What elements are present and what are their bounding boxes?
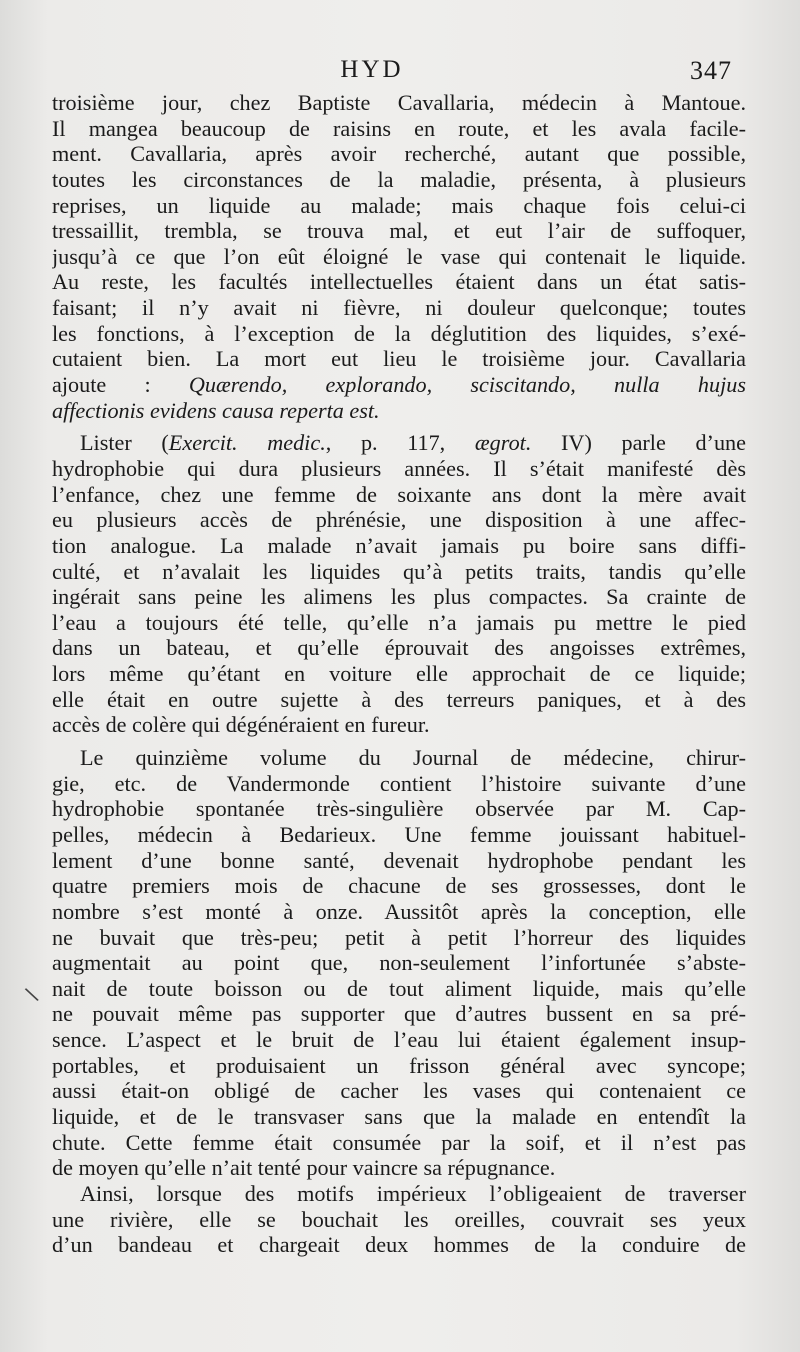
citation-prefix: Lister (: [80, 430, 169, 456]
text-line: nait de toute boisson ou de tout aliment liquide, mais qu’elle: [52, 975, 746, 1001]
text-line: cutaient bien. La mort eut lieu le troisième jour. Cavallaria: [52, 346, 746, 372]
text-line: hydrophobie spontanée très-singulière observée par M. Cap-: [52, 796, 746, 822]
body-text: [52, 90, 746, 1258]
text-line: chute. Cette femme était consumée par la soif, et il n’est pas: [52, 1129, 746, 1155]
text-line: lors même qu’étant en voiture elle approchait de ce liquide;: [52, 661, 746, 687]
text-line: nombre s’est monté à onze. Aussitôt après la conception, elle: [52, 898, 746, 924]
paragraph-3: [52, 745, 746, 1258]
latin-quote: Quærendo, explorando, sciscitando, nulla hujus: [188, 372, 746, 398]
text-line: liquide, et de le transvaser sans que la malade en entendît la: [52, 1103, 746, 1129]
text-line: aussi était-on obligé de cacher les vases qui contenaient ce: [52, 1078, 746, 1104]
citation-page: , p. 117,: [325, 430, 475, 456]
text-line: ingérait sans peine les alimens les plus compactes. Sa crainte de: [52, 584, 746, 610]
text-line: d’un bandeau et chargeait deux hommes de la conduire de: [52, 1232, 746, 1258]
text-line: l’enfance, chez une femme de soixante ans dont la mère avait: [52, 481, 746, 507]
text-line: toutes les circonstances de la maladie, présenta, à plusieurs: [52, 166, 746, 192]
text-line: [52, 372, 746, 398]
citation-suffix: IV) parle d’une: [531, 430, 746, 456]
line-prefix: ajoute :: [52, 372, 189, 398]
latin-quote-end: affectionis evidens causa reperta est.: [52, 397, 380, 423]
text-line: Au reste, les facultés intellectuelles étaient dans un état satis-: [52, 269, 746, 295]
text-line: accès de colère qui dégénéraient en fureur.: [52, 712, 430, 738]
text-line: augmentait au point que, non-seulement l’infortunée s’abste-: [52, 950, 746, 976]
page-number: 347: [690, 56, 732, 85]
text-line: culté, et n’avalait les liquides qu’à petits traits, tandis qu’elle: [52, 558, 746, 584]
text-line: hydrophobie qui dura plusieurs années. Il s’était manifesté dès: [52, 455, 746, 481]
text-line: faisant; il n’y avait ni fièvre, ni douleur quelconque; toutes: [52, 295, 746, 321]
text-line: gie, etc. de Vandermonde contient l’histoire suivante d’une: [52, 770, 746, 796]
text-line: tion analogue. La malade n’avait jamais pu boire sans diffi-: [52, 532, 746, 558]
citation-case: ægrot.: [474, 430, 532, 456]
text-line: ne buvait que très-peu; petit à petit l’horreur des liquides: [52, 924, 746, 950]
text-line: ment. Cavallaria, après avoir recherché, autant que possible,: [52, 141, 746, 167]
text-line: [52, 398, 746, 424]
text-line: reprises, un liquide au malade; mais chaque fois celui-ci: [52, 192, 746, 218]
text-line: de moyen qu’elle n’ait tenté pour vaincre sa répugnance.: [52, 1155, 556, 1181]
text-line: lement d’une bonne santé, devenait hydrophobe pendant les: [52, 847, 746, 873]
margin-pencil-mark: \: [22, 981, 41, 1007]
citation-title: Exercit. medic.: [168, 430, 326, 456]
text-line: les fonctions, à l’exception de la déglutition des liquides, s’exé-: [52, 320, 746, 346]
running-head: HYD: [340, 56, 404, 83]
page-header: [52, 56, 732, 90]
text-line: eu plusieurs accès de phrénésie, une disposition à une affec-: [52, 507, 746, 533]
text-line: pelles, médecin à Bedarieux. Une femme jouissant habituel-: [52, 821, 746, 847]
text-line: quatre premiers mois de chacune de ses grossesses, dont le: [52, 873, 746, 899]
paragraph-2: [52, 430, 746, 738]
text-line: Ainsi, lorsque des motifs impérieux l’obligeaient de traverser: [80, 1180, 746, 1206]
paragraph-1: [52, 90, 746, 423]
text-line: sence. L’aspect et le bruit de l’eau lui étaient également insup-: [52, 1027, 746, 1053]
text-line: elle était en outre sujette à des terreurs paniques, et à des: [52, 686, 746, 712]
text-line: Le quinzième volume du Journal de médecine, chirur-: [80, 745, 746, 771]
text-line: troisième jour, chez Baptiste Cavallaria, médecin à Mantoue.: [52, 90, 746, 115]
text-line: tressaillit, trembla, se trouva mal, et eut l’air de suffoquer,: [52, 218, 746, 244]
text-line: une rivière, elle se bouchait les oreilles, couvrait ses yeux: [52, 1206, 746, 1232]
text-line: Il mangea beaucoup de raisins en route, et les avala facile-: [52, 115, 746, 141]
text-line: [52, 430, 746, 456]
text-line: dans un bateau, et qu’elle éprouvait des angoisses extrêmes,: [52, 635, 746, 661]
text-line: jusqu’à ce que l’on eût éloigné le vase qui contenait le liquide.: [52, 243, 746, 269]
text-line: portables, et produisaient un frisson général avec syncope;: [52, 1052, 746, 1078]
text-line: l’eau a toujours été telle, qu’elle n’a jamais pu mettre le pied: [52, 609, 746, 635]
text-line: ne pouvait même pas supporter que d’autres bussent en sa pré-: [52, 1001, 746, 1027]
